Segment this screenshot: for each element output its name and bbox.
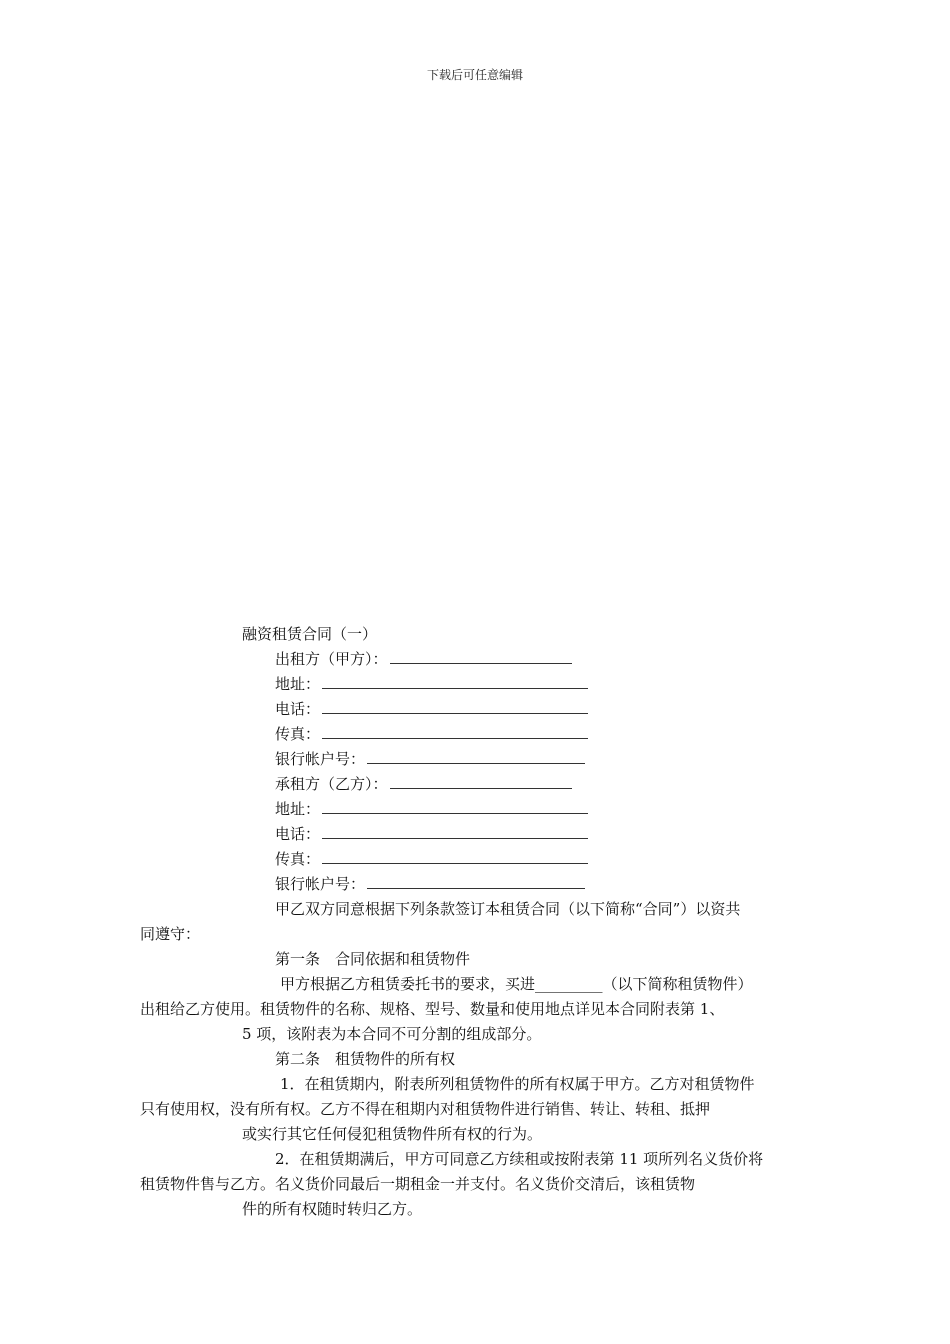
field-lessee-phone	[275, 824, 588, 844]
intro-line-1: 甲乙双方同意根据下列条款签订本租赁合同（以下简称“合同”）以资共	[275, 900, 741, 918]
blank-line	[322, 675, 588, 689]
field-lessor-fax	[275, 724, 588, 744]
field-label: 传真：	[275, 850, 321, 868]
blank-line	[390, 775, 572, 789]
blank-line	[322, 850, 588, 864]
page-header-note: 下载后可任意编辑	[426, 68, 523, 82]
field-lessor	[275, 649, 572, 669]
field-label: 出租方（甲方）：	[275, 650, 388, 668]
blank-line	[367, 875, 585, 889]
field-label: 承租方（乙方）：	[275, 775, 388, 793]
field-lessee-fax	[275, 849, 588, 869]
article-1-line-2: 出租给乙方使用。租赁物件的名称、规格、型号、数量和使用地点详见本合同附表第 1、	[140, 1000, 725, 1018]
field-label: 地址：	[275, 675, 321, 693]
article-1-heading: 第一条 合同依据和租赁物件	[275, 950, 471, 968]
field-label: 电话：	[275, 700, 321, 718]
article-2-p1-line-1: 1．在租赁期内，附表所列租赁物件的所有权属于甲方。乙方对租赁物件	[280, 1075, 755, 1093]
article-2-p2-line-3: 件的所有权随时转归乙方。	[242, 1200, 423, 1218]
field-label: 银行帐户号：	[275, 750, 366, 768]
field-lessor-phone	[275, 699, 588, 719]
field-lessor-bank	[275, 749, 585, 769]
contract-title: 融资租赁合同（一）	[242, 625, 378, 643]
article-2-p2-line-1: 2．在租赁期满后，甲方可同意乙方续租或按附表第 11 项所列名义货价将	[275, 1150, 764, 1168]
field-lessee-address	[275, 799, 588, 819]
blank-line	[322, 700, 588, 714]
blank-line	[390, 650, 572, 664]
field-lessee-bank	[275, 874, 585, 894]
blank-line	[322, 825, 588, 839]
field-label: 地址：	[275, 800, 321, 818]
field-lessee	[275, 774, 572, 794]
blank-line	[367, 750, 585, 764]
blank-line	[322, 725, 588, 739]
field-label: 银行帐户号：	[275, 875, 366, 893]
article-1-line-3: 5 项，该附表为本合同不可分割的组成部分。	[242, 1025, 542, 1043]
field-label: 电话：	[275, 825, 321, 843]
article-1-line-1: 甲方根据乙方租赁委托书的要求，买进_________（以下简称租赁物件）	[280, 975, 753, 993]
blank-line	[322, 800, 588, 814]
field-lessor-address	[275, 674, 588, 694]
article-2-heading: 第二条 租赁物件的所有权	[275, 1050, 456, 1068]
article-2-p1-line-3: 或实行其它任何侵犯租赁物件所有权的行为。	[242, 1125, 543, 1143]
intro-line-2: 同遵守：	[140, 925, 201, 943]
field-label: 传真：	[275, 725, 321, 743]
article-2-p1-line-2: 只有使用权，没有所有权。乙方不得在租期内对租赁物件进行销售、转让、转租、抵押	[140, 1100, 711, 1118]
article-2-p2-line-2: 租赁物件售与乙方。名义货价同最后一期租金一并支付。名义货价交清后，该租赁物	[140, 1175, 696, 1193]
